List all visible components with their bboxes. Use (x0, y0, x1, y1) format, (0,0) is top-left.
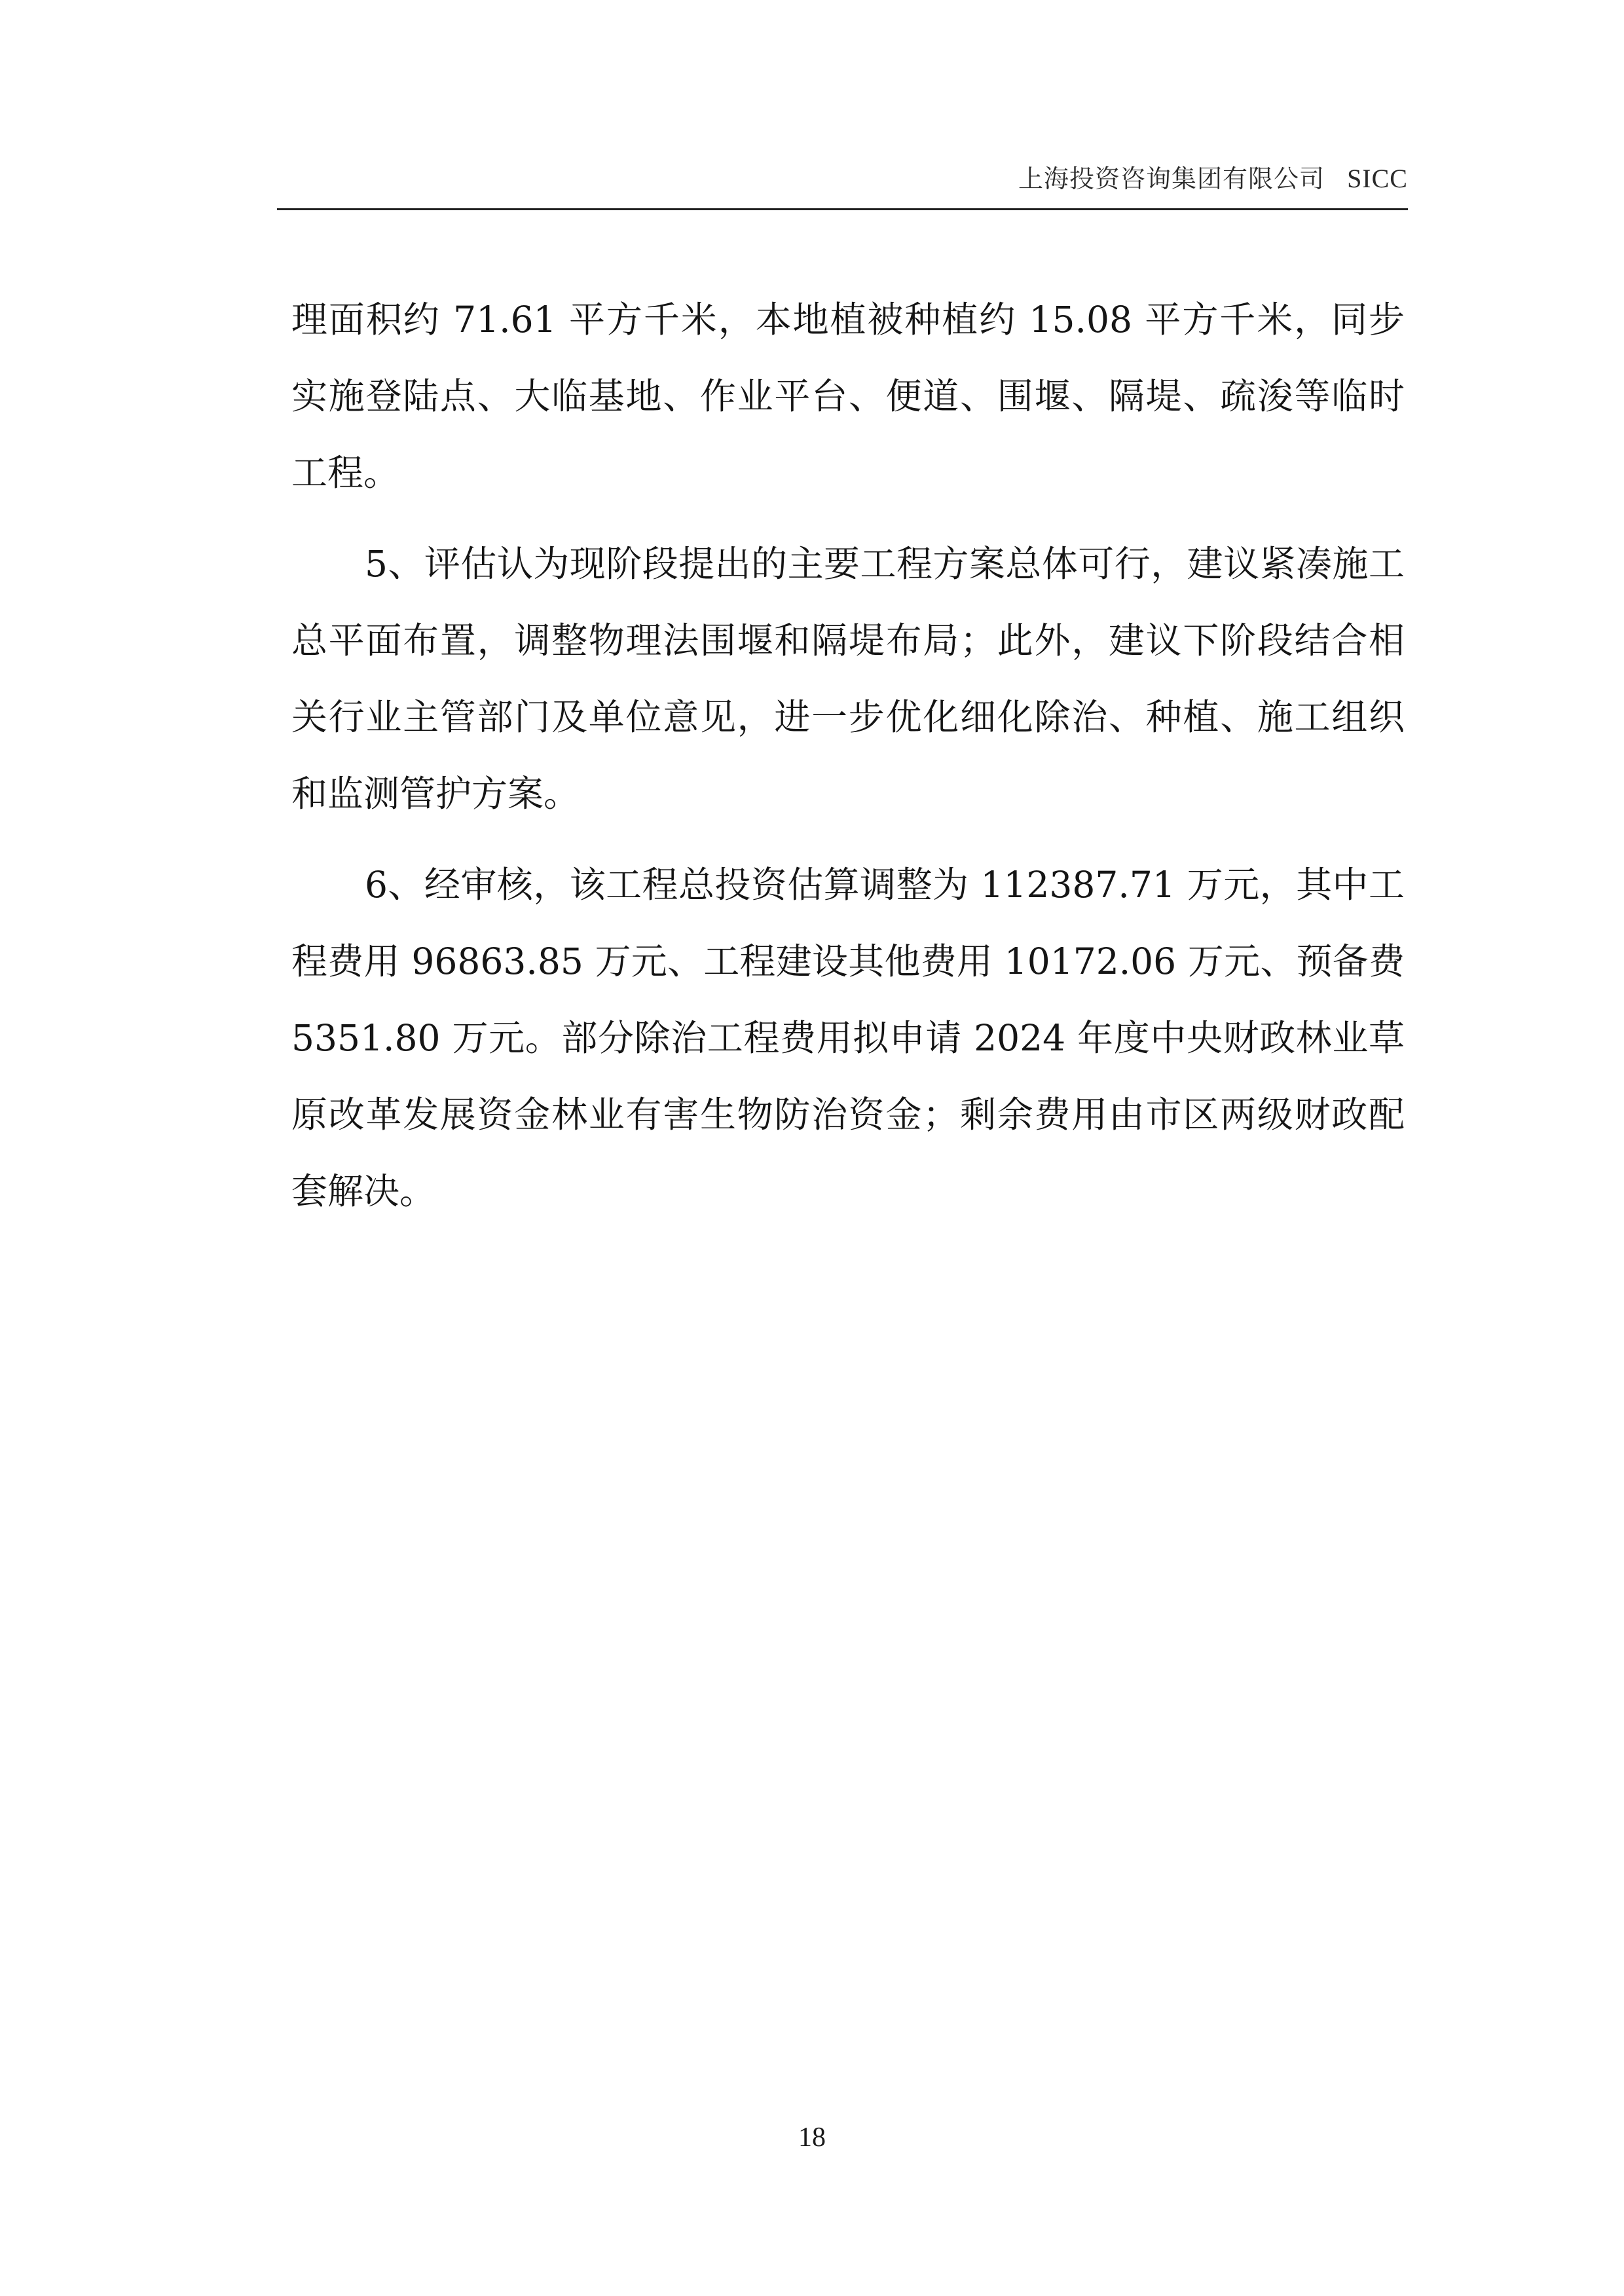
paragraph-item-6: 6、经审核，该工程总投资估算调整为 112387.71 万元，其中工程费用 96863.85 万元、工程建设其他费用 10172.06 万元、预备费 5351.80 万元。部分除治工程费用拟申请 2024 年度中央财政林业草原改革发展资金林业有害生物防治资金；剩余费用由市区两级财政配套解决。 (291, 864, 1405, 1212)
header-text (1018, 158, 1408, 194)
page-number: 18 (798, 2122, 826, 2153)
header-company-name: 上海投资咨询集团有限公司 (1018, 164, 1325, 193)
header-divider (277, 208, 1408, 210)
paragraph-continuation: 理面积约 71.61 平方千米，本地植被种植约 15.08 平方千米，同步实施登陆点、大临基地、作业平台、便道、围堰、隔堤、疏浚等临时工程。 (291, 299, 1405, 494)
paragraph-item-5: 5、评估认为现阶段提出的主要工程方案总体可行，建议紧凑施工总平面布置，调整物理法围堰和隔堤布局；此外，建议下阶段结合相关行业主管部门及单位意见，进一步优化细化除治、种植、施工组织和监测管护方案。 (291, 543, 1405, 815)
header-company-abbr: SICC (1347, 164, 1408, 193)
document-body (291, 282, 1405, 1244)
page-header (277, 152, 1408, 211)
